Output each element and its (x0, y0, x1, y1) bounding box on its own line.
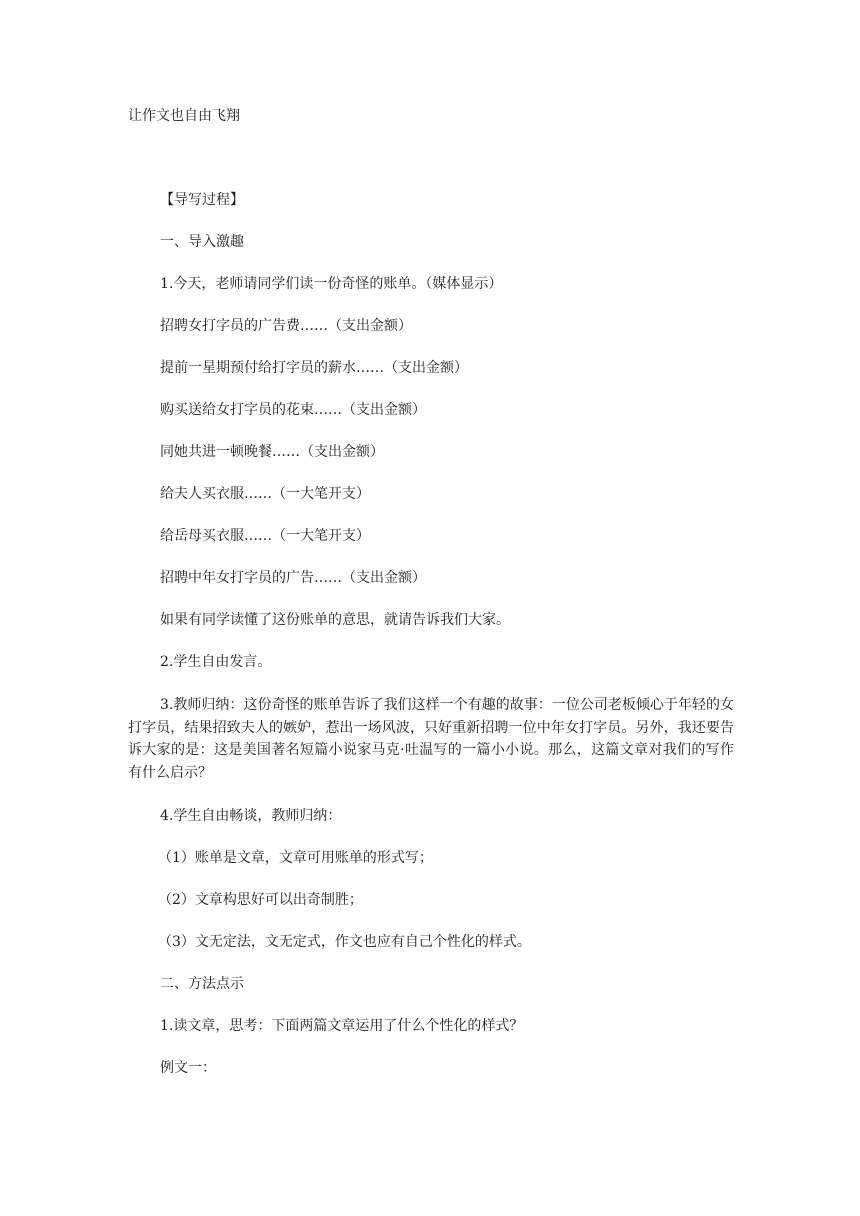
paragraph: 1.今天，老师请同学们读一份奇怪的账单。（媒体显示） (160, 276, 503, 292)
bill-line: 招聘中年女打字员的广告……（支出金额） (160, 570, 426, 586)
bill-line: 同她共进一顿晚餐……（支出金额） (160, 444, 384, 460)
paragraph: 4.学生自由畅谈，教师归纳： (160, 808, 342, 824)
section-title-method: 二、方法点示 (160, 976, 244, 992)
document-body (128, 190, 734, 1100)
paragraph-summary: 3.教师归纳：这份奇怪的账单告诉了我们这样一个有趣的故事：一位公司老板倾心于年轻的女打字员，结果招致夫人的嫉妒，惹出一场风波，只好重新招聘一位中年女打字员。另外，我还要告诉大家的是：这是美国著名短篇小说家马克·吐温写的一篇小小说。那么，这篇文章对我们的写作有什么启示？ (128, 697, 734, 781)
paragraph: 1.读文章，思考：下面两篇文章运用了什么个性化的样式？ (160, 1018, 524, 1034)
section-heading: 【导写过程】 (160, 192, 244, 208)
bill-line: 购买送给女打字员的花束……（支出金额） (160, 402, 426, 418)
list-item: （1）账单是文章，文章可用账单的形式写； (158, 850, 433, 866)
bill-line: 给夫人买衣服……（一大笔开支） (160, 486, 370, 502)
list-item: （2）文章构思好可以出奇制胜； (158, 892, 363, 908)
bill-line: 提前一星期预付给打字员的薪水……（支出金额） (160, 360, 468, 376)
bill-line: 给岳母买衣服……（一大笔开支） (160, 528, 370, 544)
section-title-intro: 一、导入激趣 (160, 234, 244, 250)
example-label: 例文一： (160, 1060, 216, 1076)
document-title: 让作文也自由飞翔 (128, 108, 240, 124)
paragraph: 2.学生自由发言。 (160, 654, 272, 670)
bill-line: 招聘女打字员的广告费……（支出金额） (160, 318, 412, 334)
list-item: （3）文无定法，文无定式，作文也应有自己个性化的样式。 (158, 934, 531, 950)
paragraph: 如果有同学读懂了这份账单的意思，就请告诉我们大家。 (160, 612, 510, 628)
